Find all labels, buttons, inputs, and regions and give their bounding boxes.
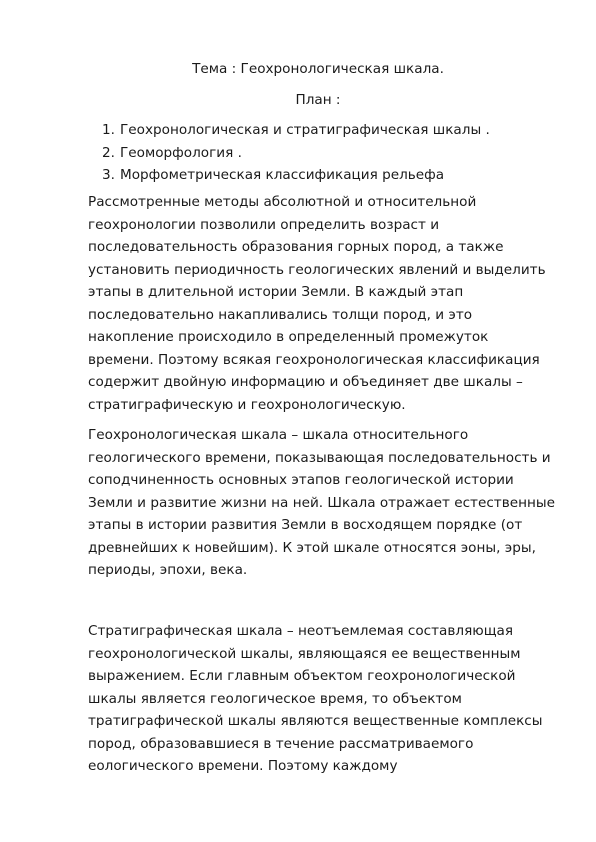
plan-item bbox=[102, 142, 490, 165]
paragraph-line: Земли и развитие жизни на ней. Шкала отражает естественные bbox=[88, 494, 555, 511]
paragraph-line: геохронологической шкалы, являющаяся ее вещественным bbox=[88, 645, 521, 662]
paragraph-line: этапы в истории развития Земли в восходящем порядке (от bbox=[88, 517, 523, 533]
paragraph-line: выражением. Если главным объектом геохронологической bbox=[88, 668, 516, 684]
plan-item-number: 2. bbox=[102, 144, 115, 161]
plan-item-text: Морфометрическая классификация рельефа bbox=[120, 167, 445, 183]
plan-item bbox=[102, 164, 490, 187]
plan-list bbox=[102, 119, 490, 187]
paragraph-line: древнейших к новейшим). К этой шкале относятся эоны, эры, bbox=[88, 539, 536, 556]
paragraph-line: этапы в длительной истории Земли. В каждый этап bbox=[88, 284, 464, 300]
paragraph-line: Рассмотренные методы абсолютной и относительной bbox=[88, 194, 477, 210]
paragraph-line: содержит двойную информацию и объединяет две шкалы – bbox=[88, 374, 523, 390]
plan-item-number: 1. bbox=[102, 122, 115, 138]
paragraph-line: тратиграфической шкалы являются вещественные комплексы bbox=[88, 713, 543, 729]
paragraph-line: времени. Поэтому всякая геохронологическая классификация bbox=[88, 351, 540, 368]
paragraph-line: установить периодичность геологических явлений и выделить bbox=[88, 261, 546, 278]
paragraph-line: последовательно накапливались толщи пород, и это bbox=[88, 306, 473, 323]
plan-item-text: Геохронологическая и стратиграфическая шкалы . bbox=[120, 122, 490, 138]
paragraph-line: шкалы является геологическое время, то объектом bbox=[88, 690, 462, 707]
paragraph-line: геохронологии позволили определить возраст и bbox=[88, 216, 440, 233]
paragraph-line: последовательность образования горных пород, а также bbox=[88, 239, 504, 255]
paragraph-line: соподчиненность основных этапов геологической истории bbox=[88, 472, 514, 488]
paragraph-line: периоды, эпохи, века. bbox=[88, 562, 248, 578]
document-title: Тема : Геохронологическая шкала. bbox=[192, 61, 444, 77]
paragraph-methods bbox=[88, 191, 558, 416]
paragraph-line: еологического времени. Поэтому каждому bbox=[88, 758, 398, 774]
paragraph-line: стратиграфическую и геохронологическую. bbox=[88, 396, 406, 413]
paragraph-line: Геохронологическая шкала – шкала относительного bbox=[88, 427, 469, 443]
paragraph-line: пород, образовавшиеся в течение рассматриваемого bbox=[88, 735, 474, 752]
plan-item-text: Геоморфология . bbox=[120, 144, 242, 161]
plan-heading: План : bbox=[295, 92, 341, 108]
plan-item-number: 3. bbox=[102, 167, 115, 183]
paragraph-geochronological-scale bbox=[88, 424, 558, 582]
plan-item bbox=[102, 119, 490, 142]
paragraph-line: накопление происходило в определенный промежуток bbox=[88, 329, 489, 345]
paragraph-stratigraphic-scale bbox=[88, 620, 558, 778]
paragraph-line: Стратиграфическая шкала – неотъемлемая составляющая bbox=[88, 623, 514, 639]
paragraph-line: геологического времени, показывающая последовательность и bbox=[88, 449, 551, 466]
